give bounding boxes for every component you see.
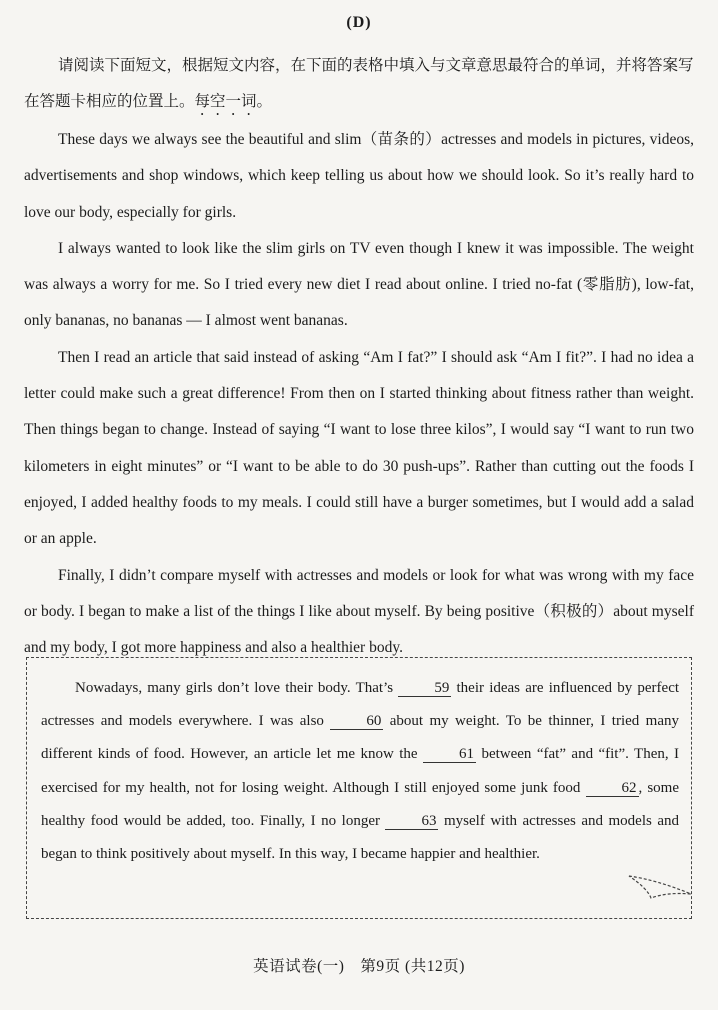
passage-paragraph-3: Then I read an article that said instead of asking “Am I fat?” I should ask “Am I fit?”. I had no idea a letter could make such a great difference! From then on I started thinking about fitness rather than weight. Then things began to change. Instead of saying “I want to lose three kilos”, I would say “I want to run two kilometers in eight minutes” or “I want to be able to do 30 push-ups”. Rather than cutting out the foods I enjoyed, I added healthy foods to my meals. I could still have a burger sometimes, but I would add a salad or an apple. <box>24 348 694 548</box>
summary-segment: , some healthy food would be added, too. Finally, I no longer <box>41 779 680 829</box>
instruction-end: 。 <box>256 93 273 110</box>
summary-segment: about my weight. To be thinner, I tried many different kinds of food. However, an article let me know the <box>41 713 679 763</box>
summary-box <box>26 657 692 919</box>
instruction-emphasis: 每空一词 <box>194 93 257 110</box>
passage-paragraph-4: Finally, I didn’t compare myself with actresses and models or look for what was wrong with my face or body. I began to make a list of the things I like about myself. By being positive（积极的）about myself and my body, I got more happiness and also a healthier body. <box>24 566 694 657</box>
blank-60: 60 <box>330 713 383 730</box>
summary-segment: their ideas are influenced by perfect actresses and models everywhere. I was also <box>41 680 680 730</box>
summary-text <box>41 672 679 871</box>
passage-paragraph-1: These days we always see the beautiful and slim（苗条的）actresses and models in pictures, videos, advertisements and shop windows, which keep telling us about how we should look. So it’s really hard to love our body, especially for girls. <box>24 131 694 221</box>
blank-62: 62 <box>586 780 639 797</box>
blank-63: 63 <box>385 813 438 830</box>
summary-segment: Nowadays, many girls don’t love their body. That’s <box>75 680 394 696</box>
blank-59: 59 <box>398 680 451 697</box>
passage-paragraph-2: I always wanted to look like the slim girls on TV even though I knew it was impossible. The weight was always a worry for me. So I tried every new diet I read about online. I tried no-fat (零脂肪), low-fat, only bananas, no bananas — I almost went bananas. <box>24 239 694 330</box>
summary-segment: myself with actresses and models and began to think positively about myself. In this way, I became happier and healthier. <box>41 812 679 863</box>
page-footer: 英语试卷(一) 第9页 (共12页) <box>253 958 465 975</box>
summary-segment: between “fat” and “fit”. Then, I exercised for my health, not for losing weight. Although I still enjoyed some junk food <box>41 746 680 796</box>
folded-corner-icon <box>627 874 693 900</box>
instruction-main: 请阅读下面短文，根据短文内容，在下面的表格中填入与文章意思最符合的单词，并将答案写在答题卡相应的位置上。 <box>24 57 694 110</box>
blank-61: 61 <box>423 746 476 763</box>
section-label: (D) <box>346 14 372 31</box>
instruction-text <box>24 48 694 120</box>
reading-passage <box>24 122 694 666</box>
